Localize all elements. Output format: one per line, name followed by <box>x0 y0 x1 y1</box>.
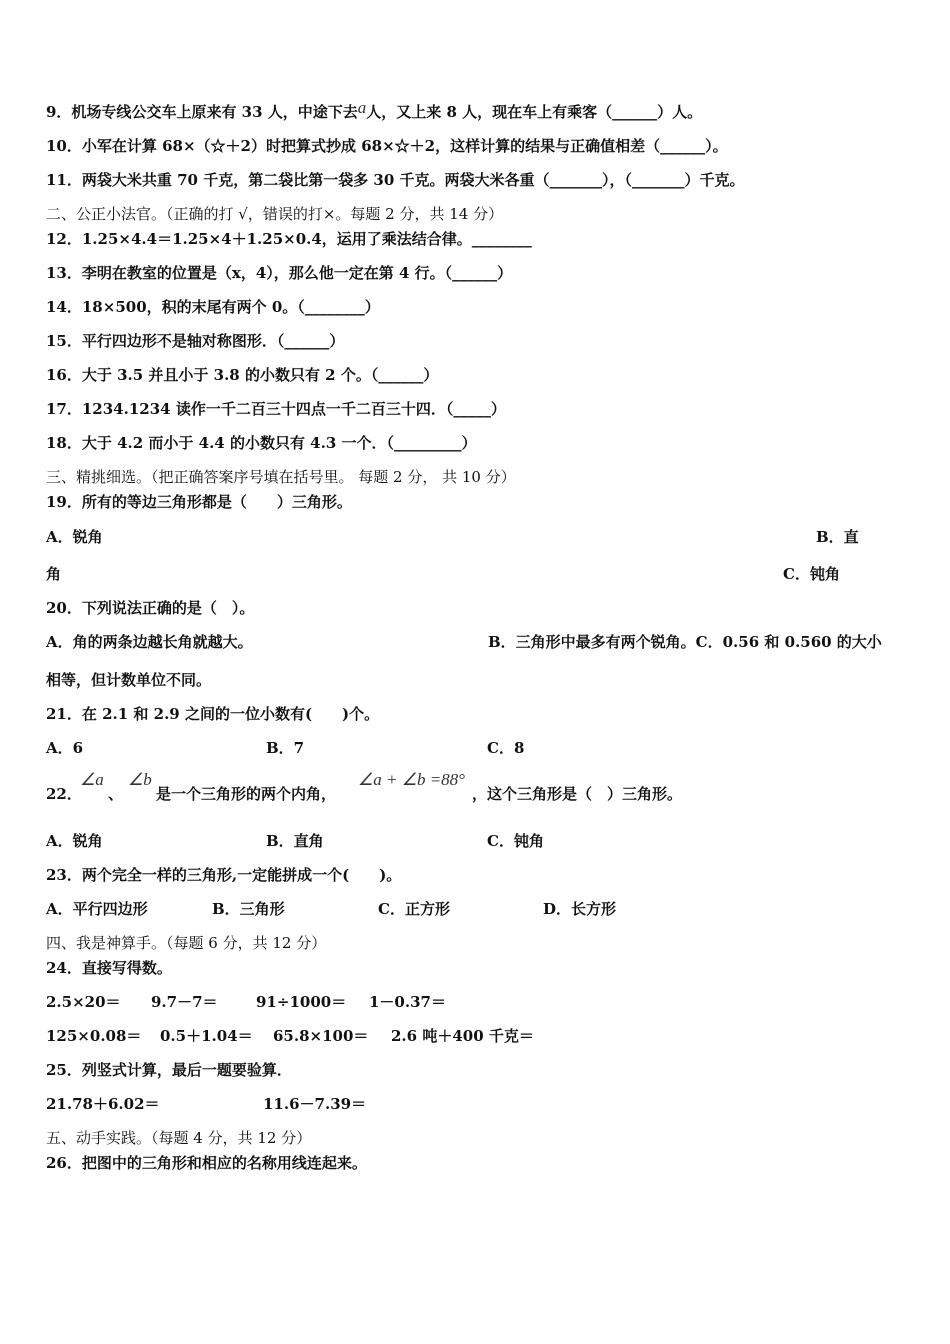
section-3-heading: 三、精挑细选。（把正确答案序号填在括号里。 每题 2 分， 共 10 分） <box>46 468 516 486</box>
option-b: B．直 <box>816 528 859 546</box>
calc-item: 11.6－7.39＝ <box>263 1095 367 1113</box>
question-22-end: ，这个三角形是（ ）三角形。 <box>472 785 683 803</box>
question-12: 12．1.25×4.4＝1.25×4＋1.25×0.4，运用了乘法结合律。________ <box>46 230 532 248</box>
option-a: A．锐角 <box>46 832 103 850</box>
calc-item: 1－0.37＝ <box>369 993 446 1011</box>
question-20: 20．下列说法正确的是（ ）。 <box>46 599 255 617</box>
option-a: A．6 <box>46 739 84 757</box>
option-c: C．8 <box>487 739 525 757</box>
question-21: 21．在 2.1 和 2.9 之间的一位小数有( )个。 <box>46 705 380 723</box>
question-17: 17．1234.1234 读作一千二百三十四点一千二百三十四．（_____） <box>46 400 506 418</box>
option-b-continued: 角 <box>46 565 62 583</box>
calc-item: 21.78＋6.02＝ <box>46 1095 160 1113</box>
question-14: 14．18×500，积的末尾有两个 0。（________） <box>46 298 380 316</box>
section-5-heading: 五、动手实践。（每题 4 分，共 12 分） <box>46 1129 312 1147</box>
question-22-separator: 、 <box>108 785 124 803</box>
question-19: 19．所有的等边三角形都是（ ）三角形。 <box>46 493 352 511</box>
question-26: 26．把图中的三角形和相应的名称用线连起来。 <box>46 1154 367 1172</box>
question-11: 11．两袋大米共重 70 千克，第二袋比第一袋多 30 千克。两袋大米各重（_______），（_______）千克。 <box>46 171 745 189</box>
angle-a: ∠a <box>80 770 104 789</box>
option-c: C．钝角 <box>783 565 840 583</box>
question-15: 15．平行四边形不是轴对称图形．（______） <box>46 332 345 350</box>
option-c: C．正方形 <box>378 900 450 918</box>
option-b: B．三角形 <box>212 900 285 918</box>
option-a: A．角的两条边越长角就越大。 <box>46 633 253 651</box>
calc-item: 91÷1000＝ <box>256 993 347 1011</box>
angle-b: ∠b <box>128 770 152 789</box>
option-b: B．7 <box>266 739 305 757</box>
question-13: 13．李明在教室的位置是（x，4），那么他一定在第 4 行。（______） <box>46 264 513 282</box>
option-a: A．锐角 <box>46 528 103 546</box>
question-23: 23．两个完全一样的三角形,一定能拼成一个( )。 <box>46 866 402 884</box>
calc-item: 65.8×100＝ <box>273 1027 369 1045</box>
question-16: 16．大于 3.5 并且小于 3.8 的小数只有 2 个。（______） <box>46 366 439 384</box>
question-10: 10．小军在计算 68×（☆＋2）时把算式抄成 68×☆＋2，这样计算的结果与正确值相差（______）。 <box>46 137 728 155</box>
option-d: D．长方形 <box>543 900 617 918</box>
question-24: 24．直接写得数。 <box>46 959 172 977</box>
section-4-heading: 四、我是神算手。（每题 6 分，共 12 分） <box>46 934 327 952</box>
variable-a: a <box>357 98 367 117</box>
calc-item: 2.5×20＝ <box>46 993 121 1011</box>
section-2-heading: 二、公正小法官。（正确的打 √，错误的打×。每题 2 分，共 14 分） <box>46 205 504 223</box>
option-a: A．平行四边形 <box>46 900 148 918</box>
calc-item: 2.6 吨＋400 千克＝ <box>391 1027 534 1045</box>
calc-item: 125×0.08＝ <box>46 1027 142 1045</box>
calc-item: 0.5＋1.04＝ <box>160 1027 253 1045</box>
option-b-c: B．三角形中最多有两个锐角。C．0.56 和 0.560 的大小 <box>488 633 882 651</box>
question-9: 9．机场专线公交车上原来有 33 人，中途下去a人，又上来 8 人，现在车上有乘客（______）人。 <box>46 98 703 121</box>
question-22-text: 是一个三角形的两个内角， <box>156 785 337 803</box>
option-c-continued: 相等，但计数单位不同。 <box>46 671 212 689</box>
question-25: 25．列竖式计算，最后一题要验算． <box>46 1061 292 1079</box>
option-c: C．钝角 <box>487 832 544 850</box>
angle-sum-formula: ∠a + ∠b =88° <box>358 770 465 789</box>
calc-item: 9.7－7＝ <box>151 993 218 1011</box>
question-22-number: 22． <box>46 785 82 803</box>
question-18: 18．大于 4.2 而小于 4.4 的小数只有 4.3 一个．（_________） <box>46 434 477 452</box>
option-b: B．直角 <box>266 832 324 850</box>
